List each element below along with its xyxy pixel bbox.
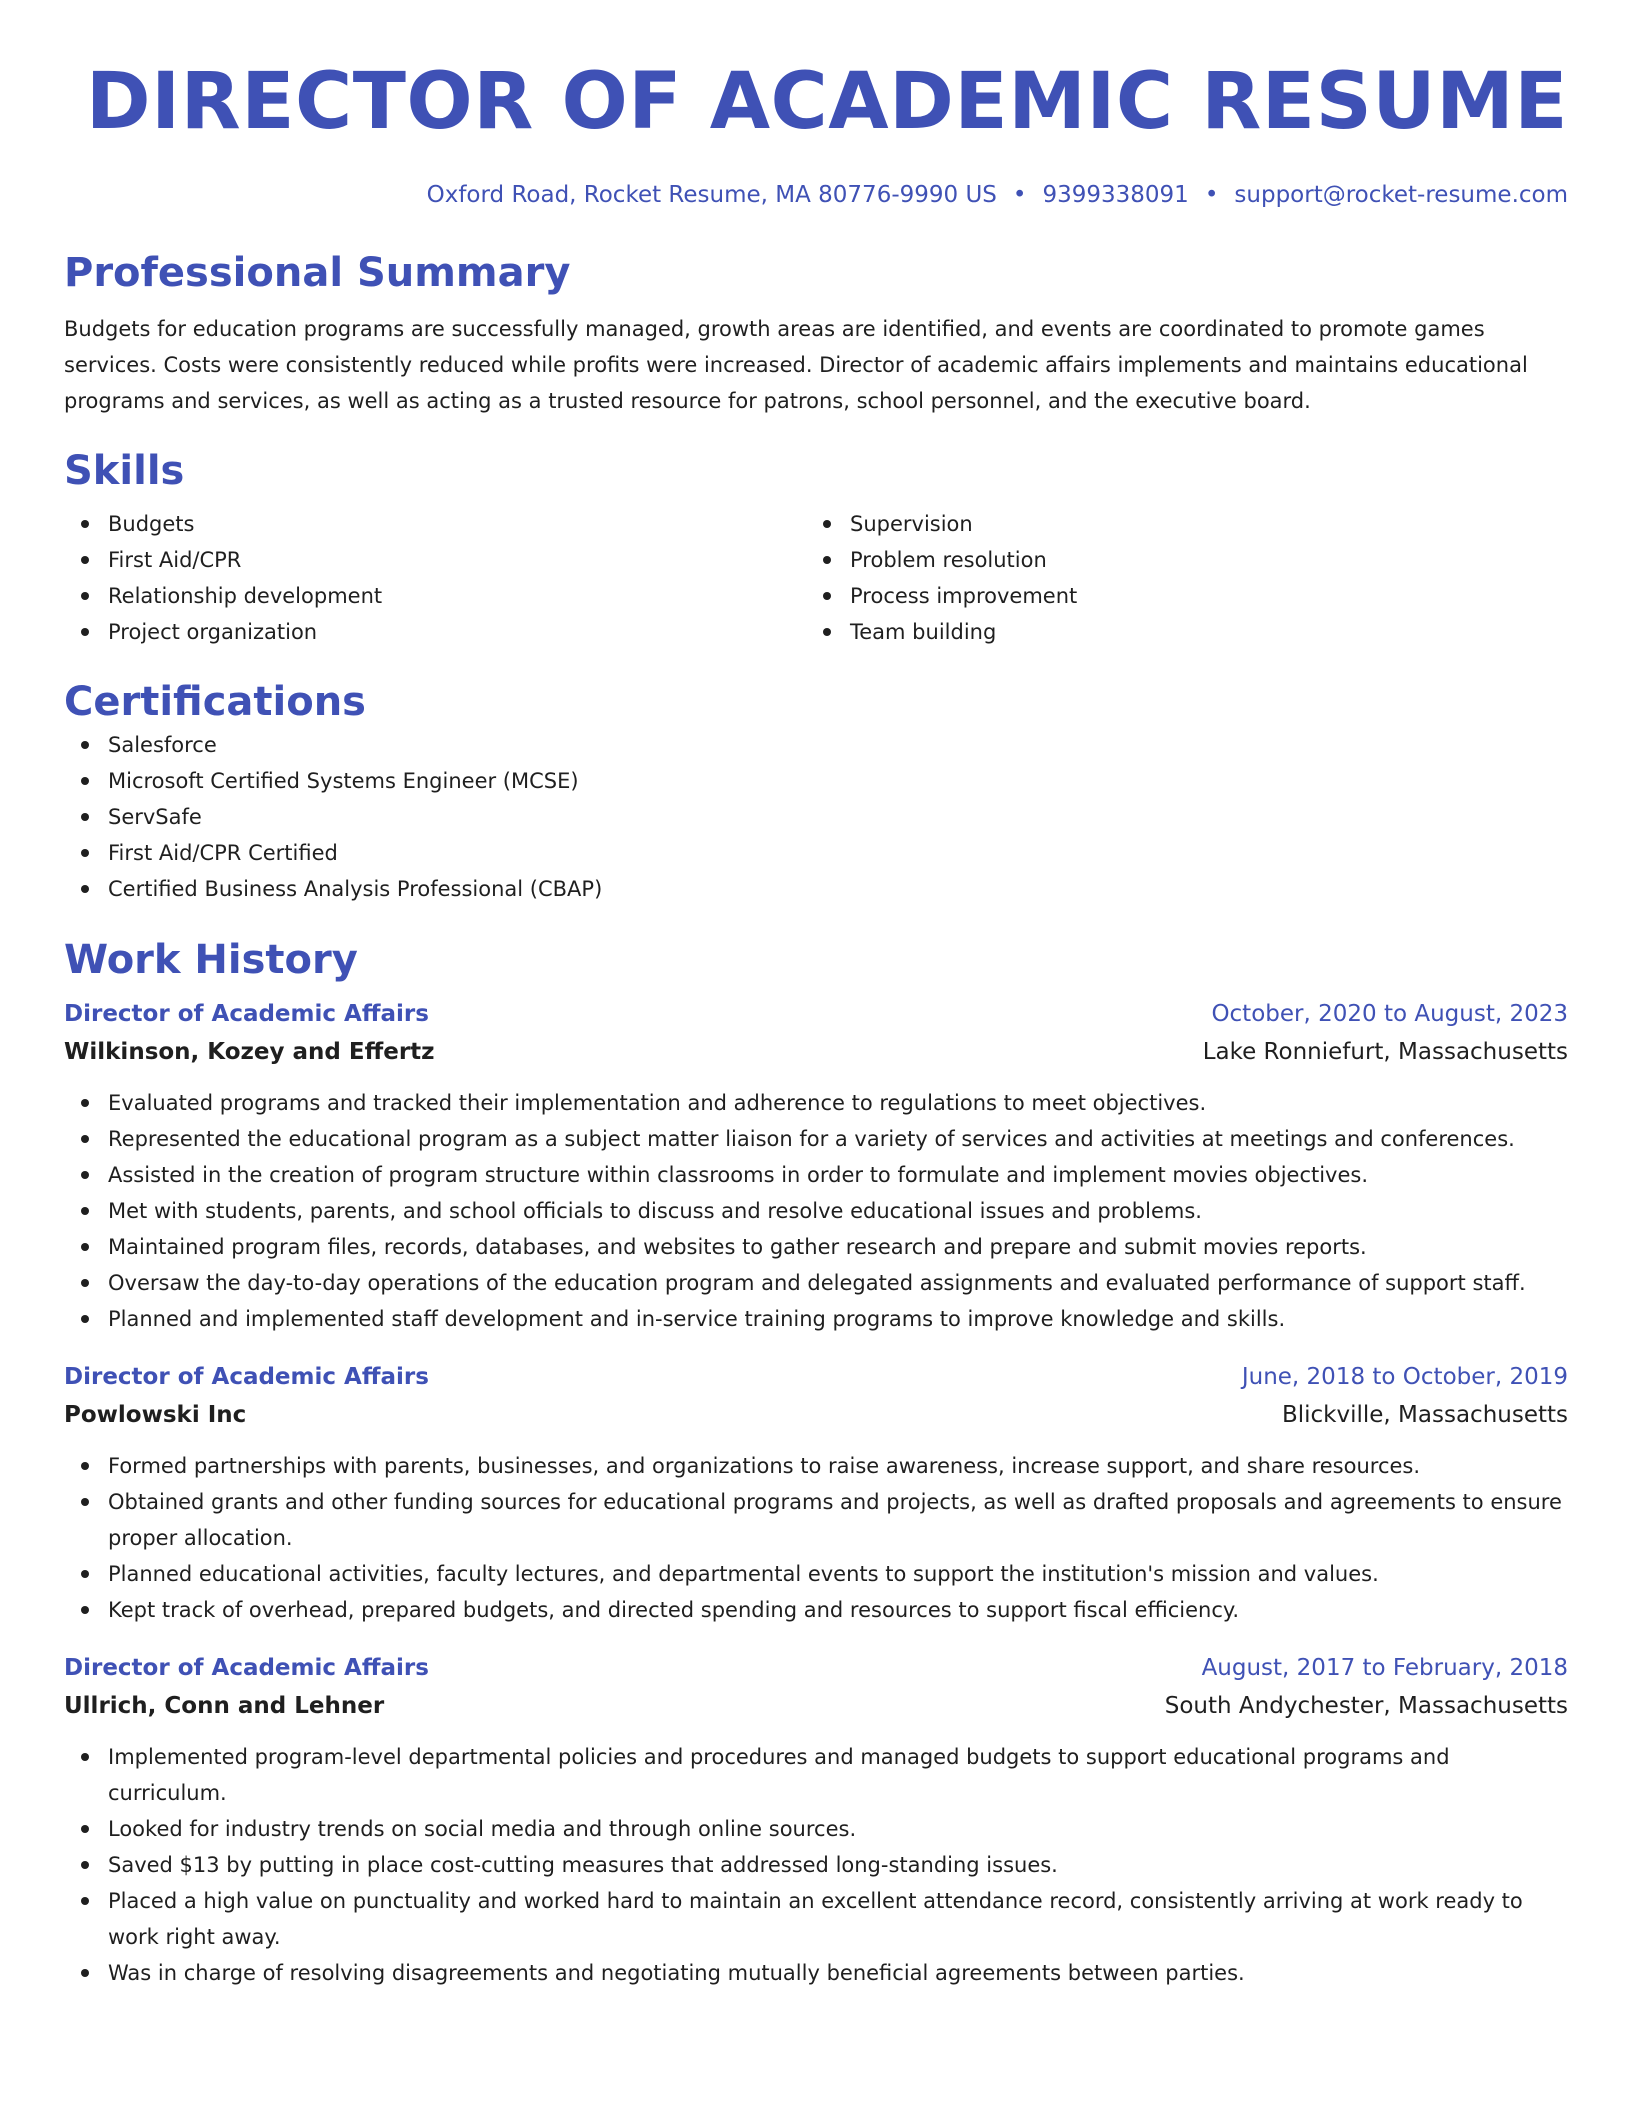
job-duty-item-text: Maintained program files, records, databases, and websites to gather research and prepare and submit movies reports.	[108, 1235, 1367, 1259]
skill-item-text: Relationship development	[108, 584, 383, 608]
job-entry	[64, 995, 1568, 1337]
skills-list-right	[806, 506, 1548, 650]
job-location: Blickville, Massachusetts	[1281, 1402, 1568, 1428]
job-duty-item	[64, 1085, 1568, 1121]
certification-item	[64, 871, 1568, 907]
skill-item-text: Problem resolution	[850, 548, 1047, 572]
job-role-row	[64, 1358, 1568, 1396]
skill-item-text: First Aid/CPR	[108, 548, 242, 572]
job-company: Wilkinson, Kozey and Effertz	[64, 1039, 435, 1065]
summary-heading: Professional Summary	[64, 250, 571, 296]
certification-item-text: ServSafe	[108, 805, 202, 829]
skill-item	[64, 614, 806, 650]
job-duty-item-text: Kept track of overhead, prepared budgets, and directed spending and resources to support fiscal efficiency.	[108, 1598, 1240, 1622]
job-entry	[64, 1358, 1568, 1628]
bullet-dot-icon	[81, 1861, 89, 1869]
skills-list-left	[64, 506, 806, 650]
bullet-dot-icon	[823, 628, 831, 636]
skill-item-text: Project organization	[108, 620, 318, 644]
job-company: Ullrich, Conn and Lehner	[64, 1693, 385, 1719]
job-duty-item-text: Implemented program-level departmental policies and procedures and managed budgets to support educational programs and curriculum.	[108, 1745, 1450, 1805]
job-duty-item	[64, 1448, 1568, 1484]
separator-bullet: •	[1204, 182, 1219, 208]
bullet-dot-icon	[81, 1498, 89, 1506]
job-duty-item	[64, 1811, 1568, 1847]
job-duty-item-text: Met with students, parents, and school officials to discuss and resolve educational issues and problems.	[108, 1199, 1202, 1223]
bullet-dot-icon	[81, 813, 89, 821]
skills-heading: Skills	[64, 448, 185, 494]
bullet-dot-icon	[81, 1135, 89, 1143]
bullet-dot-icon	[81, 556, 89, 564]
job-duty-item-text: Assisted in the creation of program structure within classrooms in order to formulate and implement movies objectives.	[108, 1163, 1369, 1187]
job-location: South Andychester, Massachusetts	[1164, 1693, 1568, 1719]
work-history-heading: Work History	[64, 937, 358, 983]
summary-text: Budgets for education programs are successfully managed, growth areas are identified, and events are coordinated to promote games services. Costs were consistently reduced while profits were increased. Director of academic affairs implements and maintains educational programs and services, as well as acting as a trusted resource for patrons, school personnel, and the executive board.	[64, 317, 1528, 413]
job-duty-item-text: Obtained grants and other funding sources for educational programs and projects, as well as drafted proposals and agreements to ensure proper allocation.	[108, 1490, 1562, 1550]
bullet-dot-icon	[81, 1570, 89, 1578]
skills-column-left	[64, 506, 806, 650]
bullet-dot-icon	[81, 520, 89, 528]
bullet-dot-icon	[81, 1099, 89, 1107]
bullet-dot-icon	[81, 592, 89, 600]
bullet-dot-icon	[81, 1825, 89, 1833]
certifications-heading: Certifications	[64, 679, 366, 725]
resume-title: DIRECTOR OF ACADEMIC RESUME	[85, 57, 1568, 147]
job-company-row	[64, 1687, 1568, 1725]
job-duty-item-text: Formed partnerships with parents, businesses, and organizations to raise awareness, increase support, and share resources.	[108, 1454, 1421, 1478]
job-location: Lake Ronniefurt, Massachusetts	[1202, 1039, 1568, 1065]
job-duty-item-text: Looked for industry trends on social media and through online sources.	[108, 1817, 857, 1841]
bullet-dot-icon	[81, 1279, 89, 1287]
certifications-list	[64, 727, 1568, 907]
job-duty-item-text: Was in charge of resolving disagreements and negotiating mutually beneficial agreements between parties.	[108, 1961, 1245, 1985]
job-dates: October, 2020 to August, 2023	[1211, 1001, 1568, 1027]
job-duty-item	[64, 1847, 1568, 1883]
bullet-dot-icon	[81, 1243, 89, 1251]
skill-item	[64, 578, 806, 614]
contact-line	[64, 180, 1568, 210]
job-dates: June, 2018 to October, 2019	[1241, 1364, 1568, 1390]
job-company-row	[64, 1033, 1568, 1071]
bullet-dot-icon	[81, 1897, 89, 1905]
bullet-dot-icon	[81, 1315, 89, 1323]
job-company: Powlowski Inc	[64, 1402, 247, 1428]
skill-item-text: Budgets	[108, 512, 195, 536]
skill-item-text: Process improvement	[850, 584, 1078, 608]
job-duty-item	[64, 1955, 1568, 1991]
bullet-dot-icon	[81, 1606, 89, 1614]
bullet-dot-icon	[823, 520, 831, 528]
certification-item-text: Salesforce	[108, 733, 217, 757]
job-duty-item	[64, 1193, 1568, 1229]
bullet-dot-icon	[81, 849, 89, 857]
job-duty-item-text: Saved $13 by putting in place cost-cutting measures that addressed long-standing issues.	[108, 1853, 1058, 1877]
job-duty-item-text: Oversaw the day-to-day operations of the education program and delegated assignments and evaluated performance of support staff.	[108, 1271, 1526, 1295]
bullet-dot-icon	[823, 556, 831, 564]
bullet-dot-icon	[81, 741, 89, 749]
work-history-list	[64, 995, 1568, 1991]
job-duty-item	[64, 1556, 1568, 1592]
skill-item	[806, 578, 1548, 614]
email-link[interactable]: support@rocket-resume.com	[1234, 182, 1568, 208]
certification-item-text: First Aid/CPR Certified	[108, 841, 338, 865]
job-duty-item-text: Evaluated programs and tracked their implementation and adherence to regulations to meet objectives.	[108, 1091, 1207, 1115]
certification-item	[64, 727, 1568, 763]
job-duty-item-text: Placed a high value on punctuality and worked hard to maintain an excellent attendance record, consistently arriving at work ready to work right away.	[108, 1889, 1523, 1949]
skill-item	[64, 542, 806, 578]
address-text: Oxford Road, Rocket Resume, MA 80776-9990 US	[426, 182, 997, 208]
job-duties-list	[64, 1448, 1568, 1628]
skill-item	[806, 506, 1548, 542]
job-duty-item-text: Planned educational activities, faculty lectures, and departmental events to support the institution's mission and values.	[108, 1562, 1379, 1586]
phone-text: 9399338091	[1042, 182, 1189, 208]
job-dates: August, 2017 to February, 2018	[1201, 1655, 1568, 1681]
job-duty-item	[64, 1229, 1568, 1265]
skill-item	[806, 614, 1548, 650]
job-duty-item-text: Represented the educational program as a subject matter liaison for a variety of services and activities at meetings and conferences.	[108, 1127, 1515, 1151]
job-role: Director of Academic Affairs	[64, 1364, 429, 1390]
bullet-dot-icon	[81, 1753, 89, 1761]
skills-grid	[64, 506, 1568, 650]
skill-item	[64, 506, 806, 542]
certification-item	[64, 835, 1568, 871]
bullet-dot-icon	[81, 1462, 89, 1470]
bullet-dot-icon	[81, 628, 89, 636]
certification-item	[64, 763, 1568, 799]
job-duty-item-text: Planned and implemented staff development and in-service training programs to improve knowledge and skills.	[108, 1307, 1286, 1331]
certification-item-text: Certified Business Analysis Professional (CBAP)	[108, 877, 603, 901]
skill-item	[806, 542, 1548, 578]
job-duty-item	[64, 1265, 1568, 1301]
job-duty-item	[64, 1157, 1568, 1193]
job-role: Director of Academic Affairs	[64, 1001, 429, 1027]
bullet-dot-icon	[81, 1969, 89, 1977]
job-duty-item	[64, 1121, 1568, 1157]
resume-page	[64, 56, 1568, 1991]
job-duties-list	[64, 1739, 1568, 1991]
bullet-dot-icon	[823, 592, 831, 600]
bullet-dot-icon	[81, 777, 89, 785]
job-entry	[64, 1649, 1568, 1991]
bullet-dot-icon	[81, 1207, 89, 1215]
bullet-dot-icon	[81, 885, 89, 893]
job-company-row	[64, 1396, 1568, 1434]
job-role-row	[64, 995, 1568, 1033]
bullet-dot-icon	[81, 1171, 89, 1179]
certification-item	[64, 799, 1568, 835]
job-duty-item	[64, 1301, 1568, 1337]
job-duty-item	[64, 1739, 1568, 1811]
skill-item-text: Team building	[850, 620, 997, 644]
skills-column-right	[806, 506, 1548, 650]
job-duties-list	[64, 1085, 1568, 1337]
job-role: Director of Academic Affairs	[64, 1655, 429, 1681]
job-duty-item	[64, 1592, 1568, 1628]
job-duty-item	[64, 1883, 1568, 1955]
job-duty-item	[64, 1484, 1568, 1556]
certification-item-text: Microsoft Certified Systems Engineer (MCSE)	[108, 769, 579, 793]
job-role-row	[64, 1649, 1568, 1687]
skill-item-text: Supervision	[850, 512, 973, 536]
separator-bullet: •	[1012, 182, 1027, 208]
